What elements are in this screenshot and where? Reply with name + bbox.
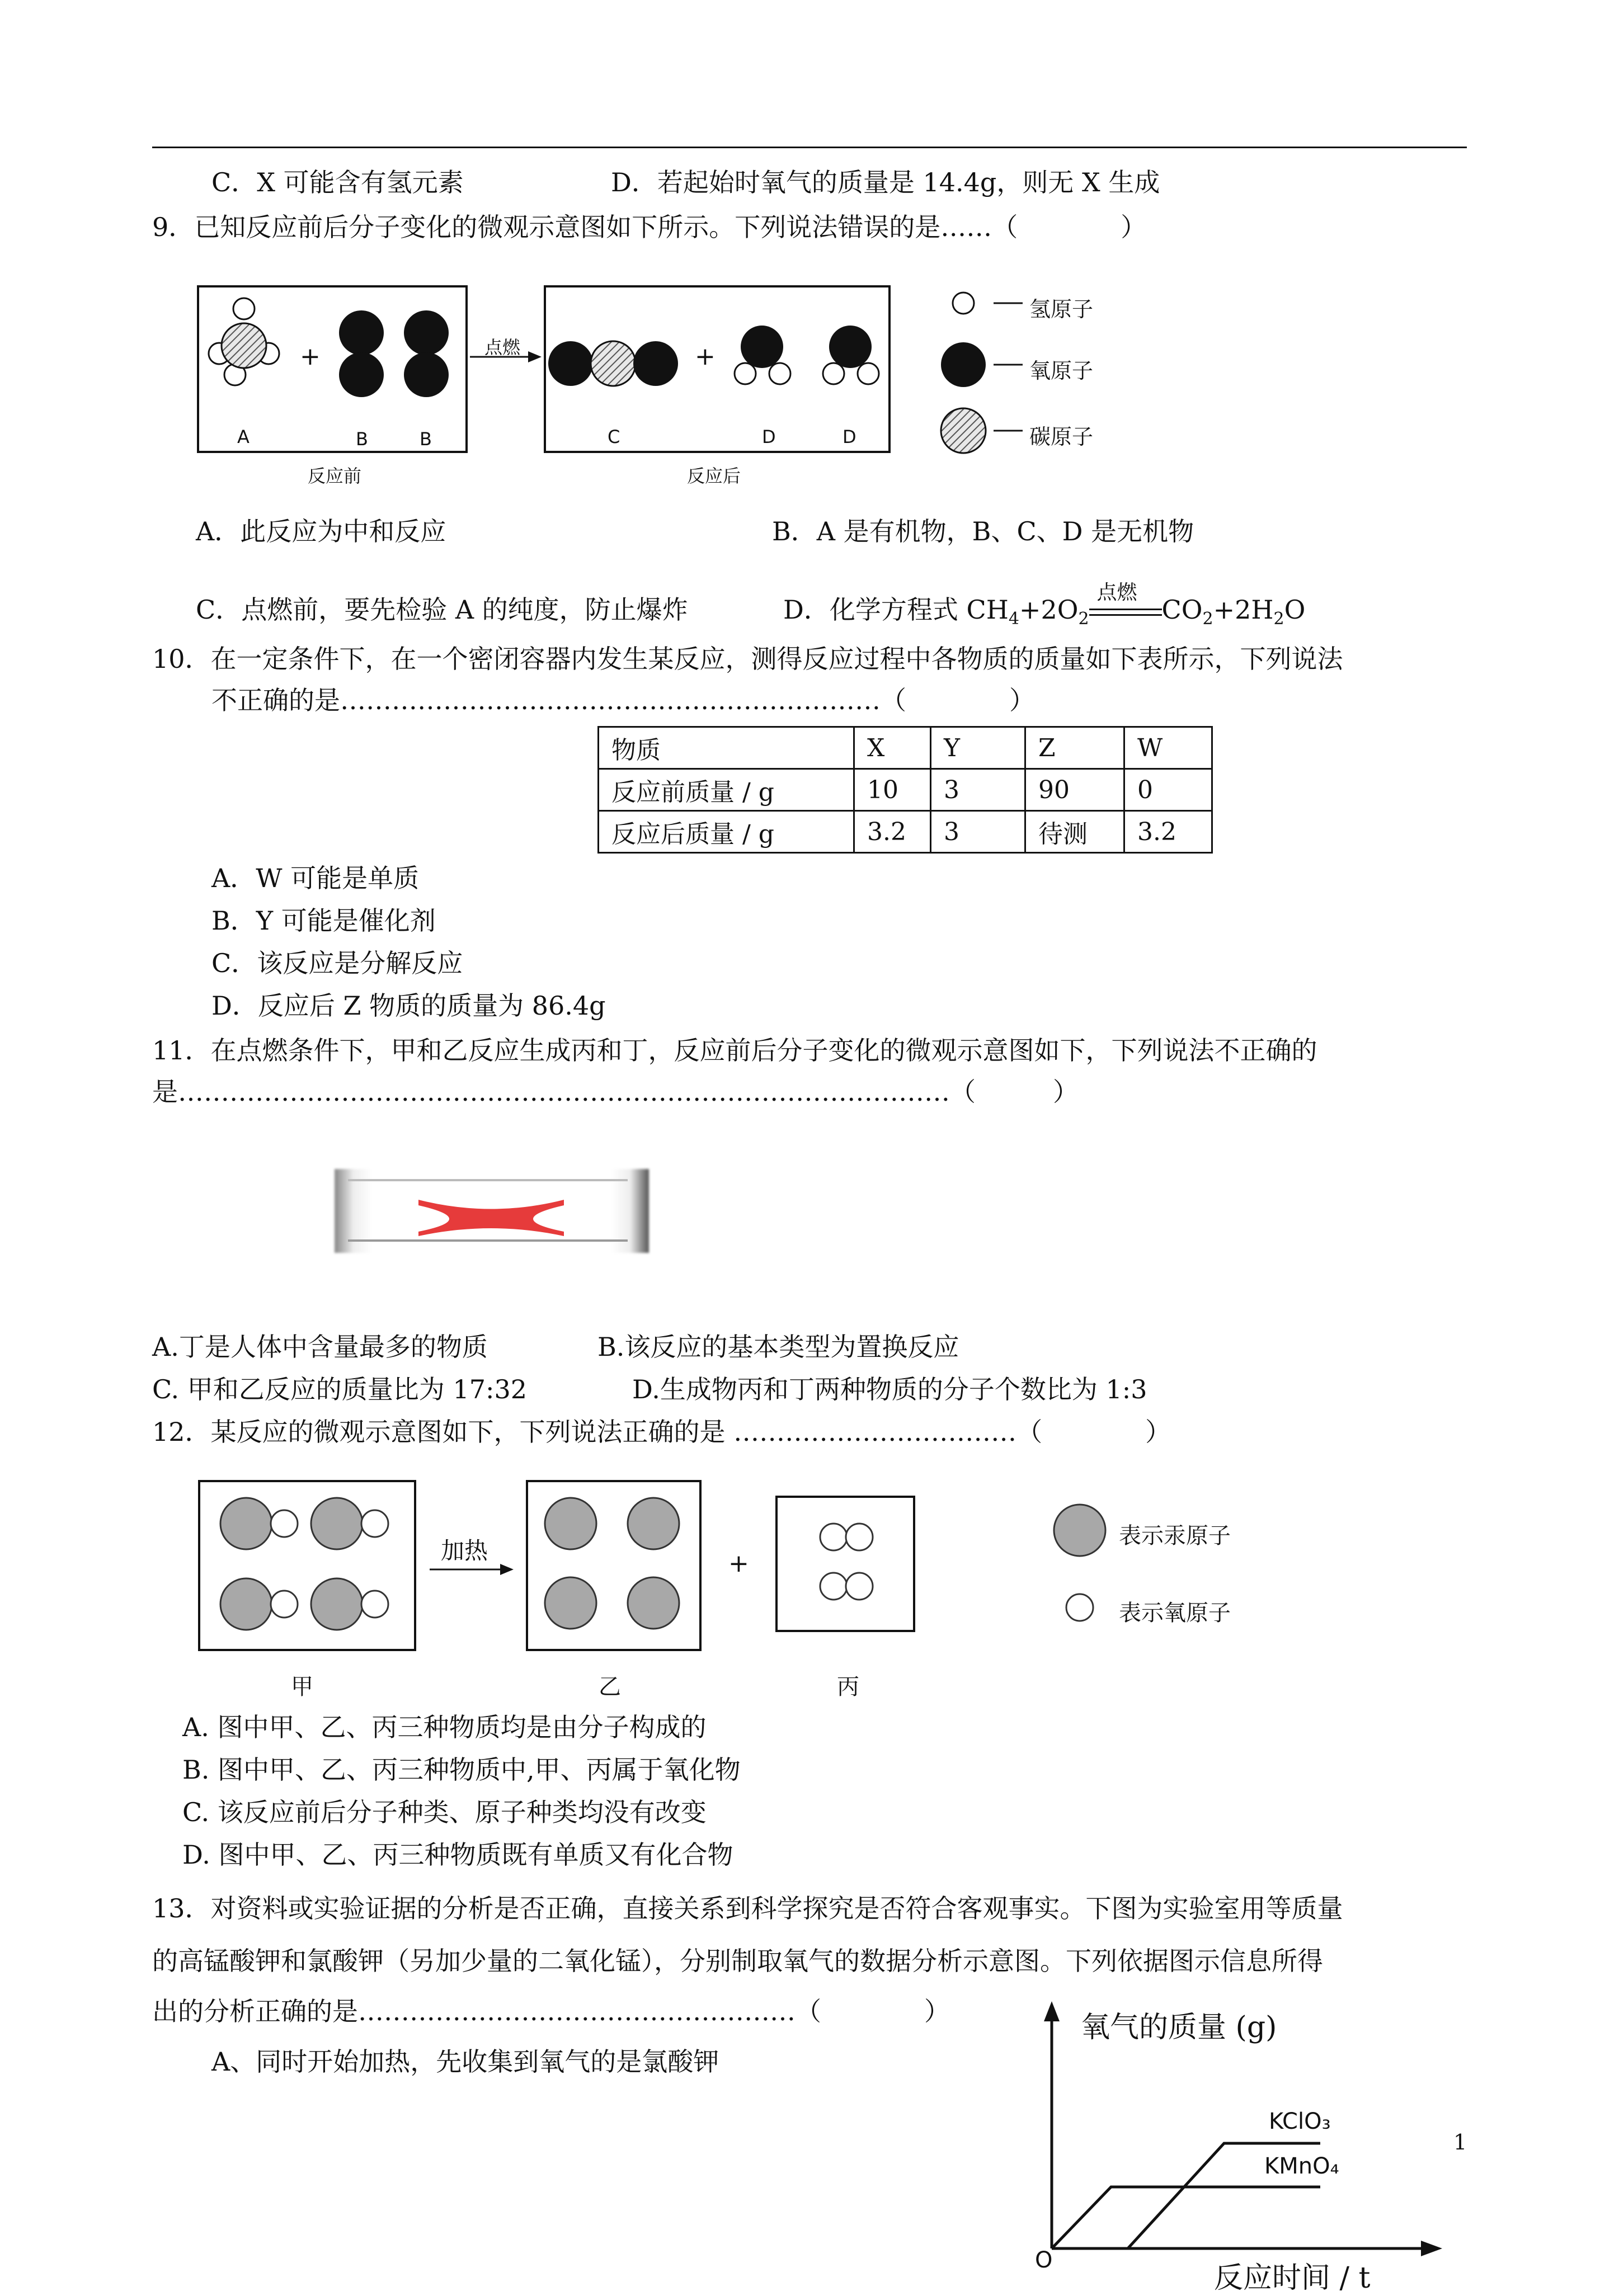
q9-diagram <box>190 280 1141 503</box>
q9-option-c: C．点燃前，要先检验 A 的纯度，防止爆炸 <box>196 595 688 625</box>
q13-stem-line1: 13．对资料或实验证据的分析是否正确，直接关系到科学探究是否符合客观事实。下图为实验室用等质量 <box>152 1893 1343 1923</box>
q9-label-b2: B <box>420 428 432 450</box>
q8-option-c: C．X 可能含有氢元素 <box>211 167 464 197</box>
q10-option-a: A．W 可能是单质 <box>211 863 420 893</box>
page-number: 1 <box>1453 2130 1467 2154</box>
q9-after-caption: 反应后 <box>687 465 741 487</box>
table-cell: 待测 <box>1025 811 1124 853</box>
q10-option-d: D．反应后 Z 物质的质量为 86.4g <box>211 991 606 1021</box>
table-cell: 反应前质量 / g <box>599 769 854 811</box>
q9-label-b1: B <box>356 428 368 450</box>
q12-stem: 12．某反应的微观示意图如下，下列说法正确的是 ……………………………（ ） <box>152 1417 1171 1447</box>
q9-label-c: C <box>608 426 620 447</box>
q13-stem-line2: 的高锰酸钾和氯酸钾（另加少量的二氧化锰），分别制取氧气的数据分析示意图。下列依据图示信息所得 <box>152 1946 1323 1976</box>
q9-legend-hydrogen: 氢原子 <box>1029 297 1094 322</box>
header-rule <box>152 147 1467 148</box>
q9-option-d: D．化学方程式 $CH_4+2O_2$ 点燃 $CO_2+2H_2O$ <box>783 593 1305 636</box>
q12-hg-atoms <box>545 1498 679 1629</box>
q12-diagram <box>190 1477 1281 1712</box>
q12-caption-yi: 乙 <box>599 1674 621 1700</box>
q12-arrow-label: 加热 <box>441 1537 488 1564</box>
q12-option-b: B. 图中甲、乙、丙三种物质中,甲、丙属于氧化物 <box>182 1755 741 1785</box>
q9-option-d-prefix: D．化学方程式 CH <box>783 595 1009 625</box>
q9-legend-symbols <box>941 293 1023 453</box>
table-cell: 3.2 <box>1124 811 1212 853</box>
table-header-cell: 物质 <box>599 727 854 769</box>
table-header-cell: Y <box>931 727 1025 769</box>
table-cell: 反应后质量 / g <box>599 811 854 853</box>
q12-molecules <box>190 1477 1281 1712</box>
q9-plus-before: + <box>300 342 321 371</box>
table-row <box>599 727 1212 769</box>
q9-option-b: B．A 是有机物，B、C、D 是无机物 <box>772 516 1194 546</box>
q12-o2-molecules <box>820 1524 873 1600</box>
q9-methane-molecule <box>209 298 279 385</box>
q9-label-d2: D <box>843 426 856 447</box>
q9-before-caption: 反应前 <box>308 465 362 487</box>
q11-option-b: B.该反应的基本类型为置换反应 <box>597 1332 959 1362</box>
q10-option-c: C．该反应是分解反应 <box>211 948 463 978</box>
q13-graph-ylabel: 氧气的质量 (g) <box>1081 2011 1277 2044</box>
q12-plus: + <box>728 1549 749 1578</box>
table-cell: 3 <box>931 769 1025 811</box>
q12-legend-oxygen: 表示氧原子 <box>1119 1600 1231 1626</box>
q11-option-a: A.丁是人体中含量最多的物质 <box>152 1332 488 1362</box>
q12-caption-bing: 丙 <box>837 1674 859 1700</box>
q9-arrow-label: 点燃 <box>484 337 521 358</box>
q8-option-d: D．若起始时氧气的质量是 14.4g，则无 X 生成 <box>611 167 1160 197</box>
q12-hgo-molecules <box>220 1498 388 1630</box>
table-cell: 3 <box>931 811 1025 853</box>
q10-stem-line2: 不正确的是………………………………………………………（ ） <box>211 685 1035 715</box>
q11-broken-image <box>335 1169 649 1253</box>
q12-legend-mercury: 表示汞原子 <box>1119 1523 1231 1549</box>
q12-legend-symbols <box>1054 1505 1105 1621</box>
table-cell: 3.2 <box>854 811 931 853</box>
q11-stem-line1: 11．在点燃条件下，甲和乙反应生成丙和丁，反应前后分子变化的微观示意图如下，下列说法不正确的 <box>152 1035 1317 1066</box>
q9-water-molecules <box>735 326 879 384</box>
q13-series-kclo3: KClO₃ <box>1269 2109 1331 2134</box>
q13-series-kmno4: KMnO₄ <box>1264 2153 1339 2179</box>
q13-stem-line3: 出的分析正确的是……………………………………………（ ） <box>152 1996 950 2026</box>
table-row <box>599 811 1212 853</box>
table-cell: 10 <box>854 769 931 811</box>
q10-mass-table <box>597 726 1213 854</box>
q9-oxygen-molecules <box>339 310 449 397</box>
q9-condition-label: 点燃 <box>1096 581 1137 604</box>
red-x-icon <box>335 1169 649 1253</box>
q13-option-a: A、同时开始加热，先收集到氧气的是氯酸钾 <box>211 2047 719 2077</box>
table-header-cell: Z <box>1025 727 1124 769</box>
q13-graph-xlabel: 反应时间 / t <box>1214 2261 1371 2295</box>
q9-legend-carbon: 碳原子 <box>1029 425 1094 449</box>
q9-option-a: A．此反应为中和反应 <box>196 516 446 546</box>
q9-legend-oxygen: 氧原子 <box>1029 359 1094 383</box>
q11-option-c: C. 甲和乙反应的质量比为 17:32 <box>152 1374 527 1404</box>
table-cell: 90 <box>1025 769 1124 811</box>
q9-plus-after: + <box>695 342 716 371</box>
q10-option-b: B．Y 可能是催化剂 <box>211 906 436 936</box>
q9-label-a: A <box>237 426 250 447</box>
q12-caption-jia: 甲 <box>291 1674 313 1700</box>
q10-stem-line1: 10．在一定条件下，在一个密闭容器内发生某反应，测得反应过程中各物质的质量如下表所示，下列说法 <box>152 644 1343 674</box>
q9-stem: 9．已知反应前后分子变化的微观示意图如下所示。下列说法错误的是……（ ） <box>152 212 1147 242</box>
q12-option-d: D. 图中甲、乙、丙三种物质既有单质又有化合物 <box>182 1840 733 1870</box>
table-header-cell: X <box>854 727 931 769</box>
q12-option-a: A. 图中甲、乙、丙三种物质均是由分子构成的 <box>182 1712 707 1742</box>
table-header-cell: W <box>1124 727 1212 769</box>
kmno4-curve <box>1052 2187 1320 2248</box>
table-row <box>599 769 1212 811</box>
q11-option-d: D.生成物丙和丁两种物质的分子个数比为 1:3 <box>632 1374 1147 1404</box>
q12-option-c: C. 该反应前后分子种类、原子种类均没有改变 <box>182 1797 707 1827</box>
q13-oxygen-graph <box>1035 1997 1460 2295</box>
q11-stem-line2: 是………………………………………………………………………………（ ） <box>152 1077 1079 1107</box>
q9-label-d1: D <box>762 426 776 447</box>
q9-equation-condition <box>1089 581 1162 623</box>
q13-graph-origin: O <box>1035 2247 1053 2273</box>
q9-co2-molecule <box>548 341 678 386</box>
table-cell: 0 <box>1124 769 1212 811</box>
